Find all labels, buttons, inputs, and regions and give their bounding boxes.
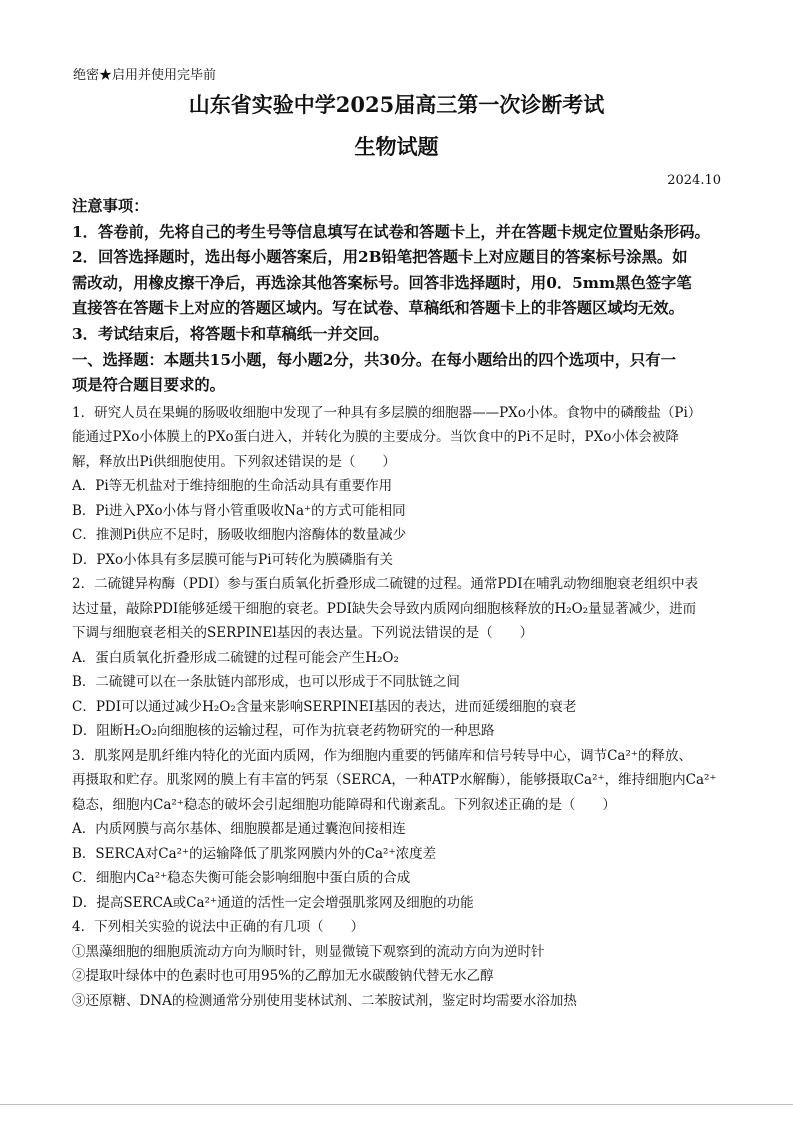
question-4 [72, 915, 724, 1013]
notice-item: 直接答在答题卡上对应的答题区域内。写在试卷、草稿纸和答题卡上的非答题区域均无效。 [72, 299, 684, 318]
section-heading [72, 348, 724, 399]
notice-item: 2．回答选择题时，选出每小题答案后，用2B铅笔把答题卡上对应题目的答案标号涂黑。如 [72, 248, 688, 267]
question-stem: 再摄取和贮存。肌浆网的膜上有丰富的钙泵（SERCA，一种ATP水解酶），能够摄取Ca²⁺，维持细胞内Ca²⁺ [72, 772, 717, 789]
section-line: 项是符合题目要求的。 [72, 376, 225, 395]
question-stem: 下调与细胞衰老相关的SERPINEl基因的表达量。下列说法错误的是（ ） [72, 625, 534, 642]
option-b: B．SERCA对Ca²⁺的运输降低了肌浆网膜内外的Ca²⁺浓度差 [72, 845, 437, 862]
question-stem: 3．肌浆网是肌纤维内特化的光面内质网，作为细胞内重要的钙储库和信号转导中心，调节Ca²⁺的释放、 [72, 747, 693, 764]
statement-3: ③还原糖、DNA的检测通常分别使用斐林试剂、二苯胺试剂，鉴定时均需要水浴加热 [72, 992, 577, 1009]
exam-body [72, 194, 724, 1013]
question-stem: 稳态，细胞内Ca²⁺稳态的破坏会引起细胞功能障碍和代谢紊乱。下列叙述正确的是（ ） [72, 796, 616, 813]
option-d: D．阻断H₂O₂向细胞核的运输过程，可作为抗衰老药物研究的一种思路 [72, 723, 495, 740]
option-b: B．Pi进入PXo小体与肾小管重吸收Na⁺的方式可能相同 [72, 502, 406, 519]
option-c: C．细胞内Ca²⁺稳态失衡可能会影响细胞中蛋白质的合成 [72, 870, 411, 887]
option-c: C．推测Pi供应不足时，肠吸收细胞内溶酶体的数量减少 [72, 527, 407, 544]
question-1 [72, 401, 724, 573]
page-bottom-divider [0, 1104, 793, 1105]
option-c: C．PDI可以通过减少H₂O₂含量来影响SERPINEI基因的表达，进而延缓细胞的衰老 [72, 698, 577, 715]
exam-title: 山东省实验中学2025届高三第一次诊断考试 [188, 92, 605, 117]
question-stem: 4．下列相关实验的说法中正确的有几项（ ） [72, 919, 365, 936]
section-line: 一、选择题：本题共15小题，每小题2分，共30分。在每小题给出的四个选项中，只有一 [72, 350, 676, 369]
notice-item: 需改动，用橡皮擦干净后，再选涂其他答案标号。回答非选择题时，用0．5mm黑色签字笔 [72, 273, 692, 292]
option-a: A．Pi等无机盐对于维持细胞的生命活动具有重要作用 [72, 478, 393, 495]
question-stem: 达过量，敲除PDI能够延缓干细胞的衰老。PDI缺失会导致内质网向细胞核释放的H₂O₂量显著减少，进而 [72, 600, 697, 617]
confidential-note: 绝密★启用并使用完毕前 [73, 68, 217, 83]
question-3 [72, 744, 724, 916]
notice-item: 3．考试结束后，将答题卡和草稿纸一并交回。 [72, 324, 389, 343]
option-a: A．内质网膜与高尔基体、细胞膜都是通过囊泡间接相连 [72, 821, 406, 838]
option-d: D．提高SERCA或Ca²⁺通道的活性一定会增强肌浆网及细胞的功能 [72, 894, 474, 911]
question-stem: 2．二硫键异构酶（PDI）参与蛋白质氧化折叠形成二硫键的过程。通常PDI在哺乳动物细胞衰老组织中表 [72, 576, 699, 593]
question-stem: 解，释放出Pi供细胞使用。下列叙述错误的是（ ） [72, 453, 396, 470]
question-2 [72, 572, 724, 744]
question-stem: 1．研究人员在果蝇的肠吸收细胞中发现了一种具有多层膜的细胞器——PXo小体。食物中的磷酸盐（Pi） [72, 404, 702, 421]
notice-heading: 注意事项： [72, 197, 149, 215]
subject-title: 生物试题 [354, 134, 439, 159]
exam-date: 2024.10 [667, 173, 721, 188]
option-d: D．PXo小体具有多层膜可能与Pi可转化为膜磷脂有关 [72, 551, 394, 568]
option-a: A．蛋白质氧化折叠形成二硫键的过程可能会产生H₂O₂ [72, 649, 399, 666]
notice-item: 1．答卷前，先将自己的考生号等信息填写在试卷和答题卡上，并在答题卡规定位置贴条形码。 [72, 222, 710, 241]
statement-2: ②提取叶绿体中的色素时也可用95%的乙醇加无水碳酸钠代替无水乙醇 [72, 968, 494, 985]
question-stem: 能通过PXo小体膜上的PXo蛋白进入，并转化为膜的主要成分。当饮食中的Pi不足时，PXo小体会被降 [72, 429, 679, 446]
notice-block [72, 194, 724, 348]
statement-1: ①黑藻细胞的细胞质流动方向为顺时针，则显微镜下观察到的流动方向为逆时针 [72, 943, 545, 960]
option-b: B．二硫键可以在一条肽链内部形成，也可以形成于不同肽链之间 [72, 674, 460, 691]
